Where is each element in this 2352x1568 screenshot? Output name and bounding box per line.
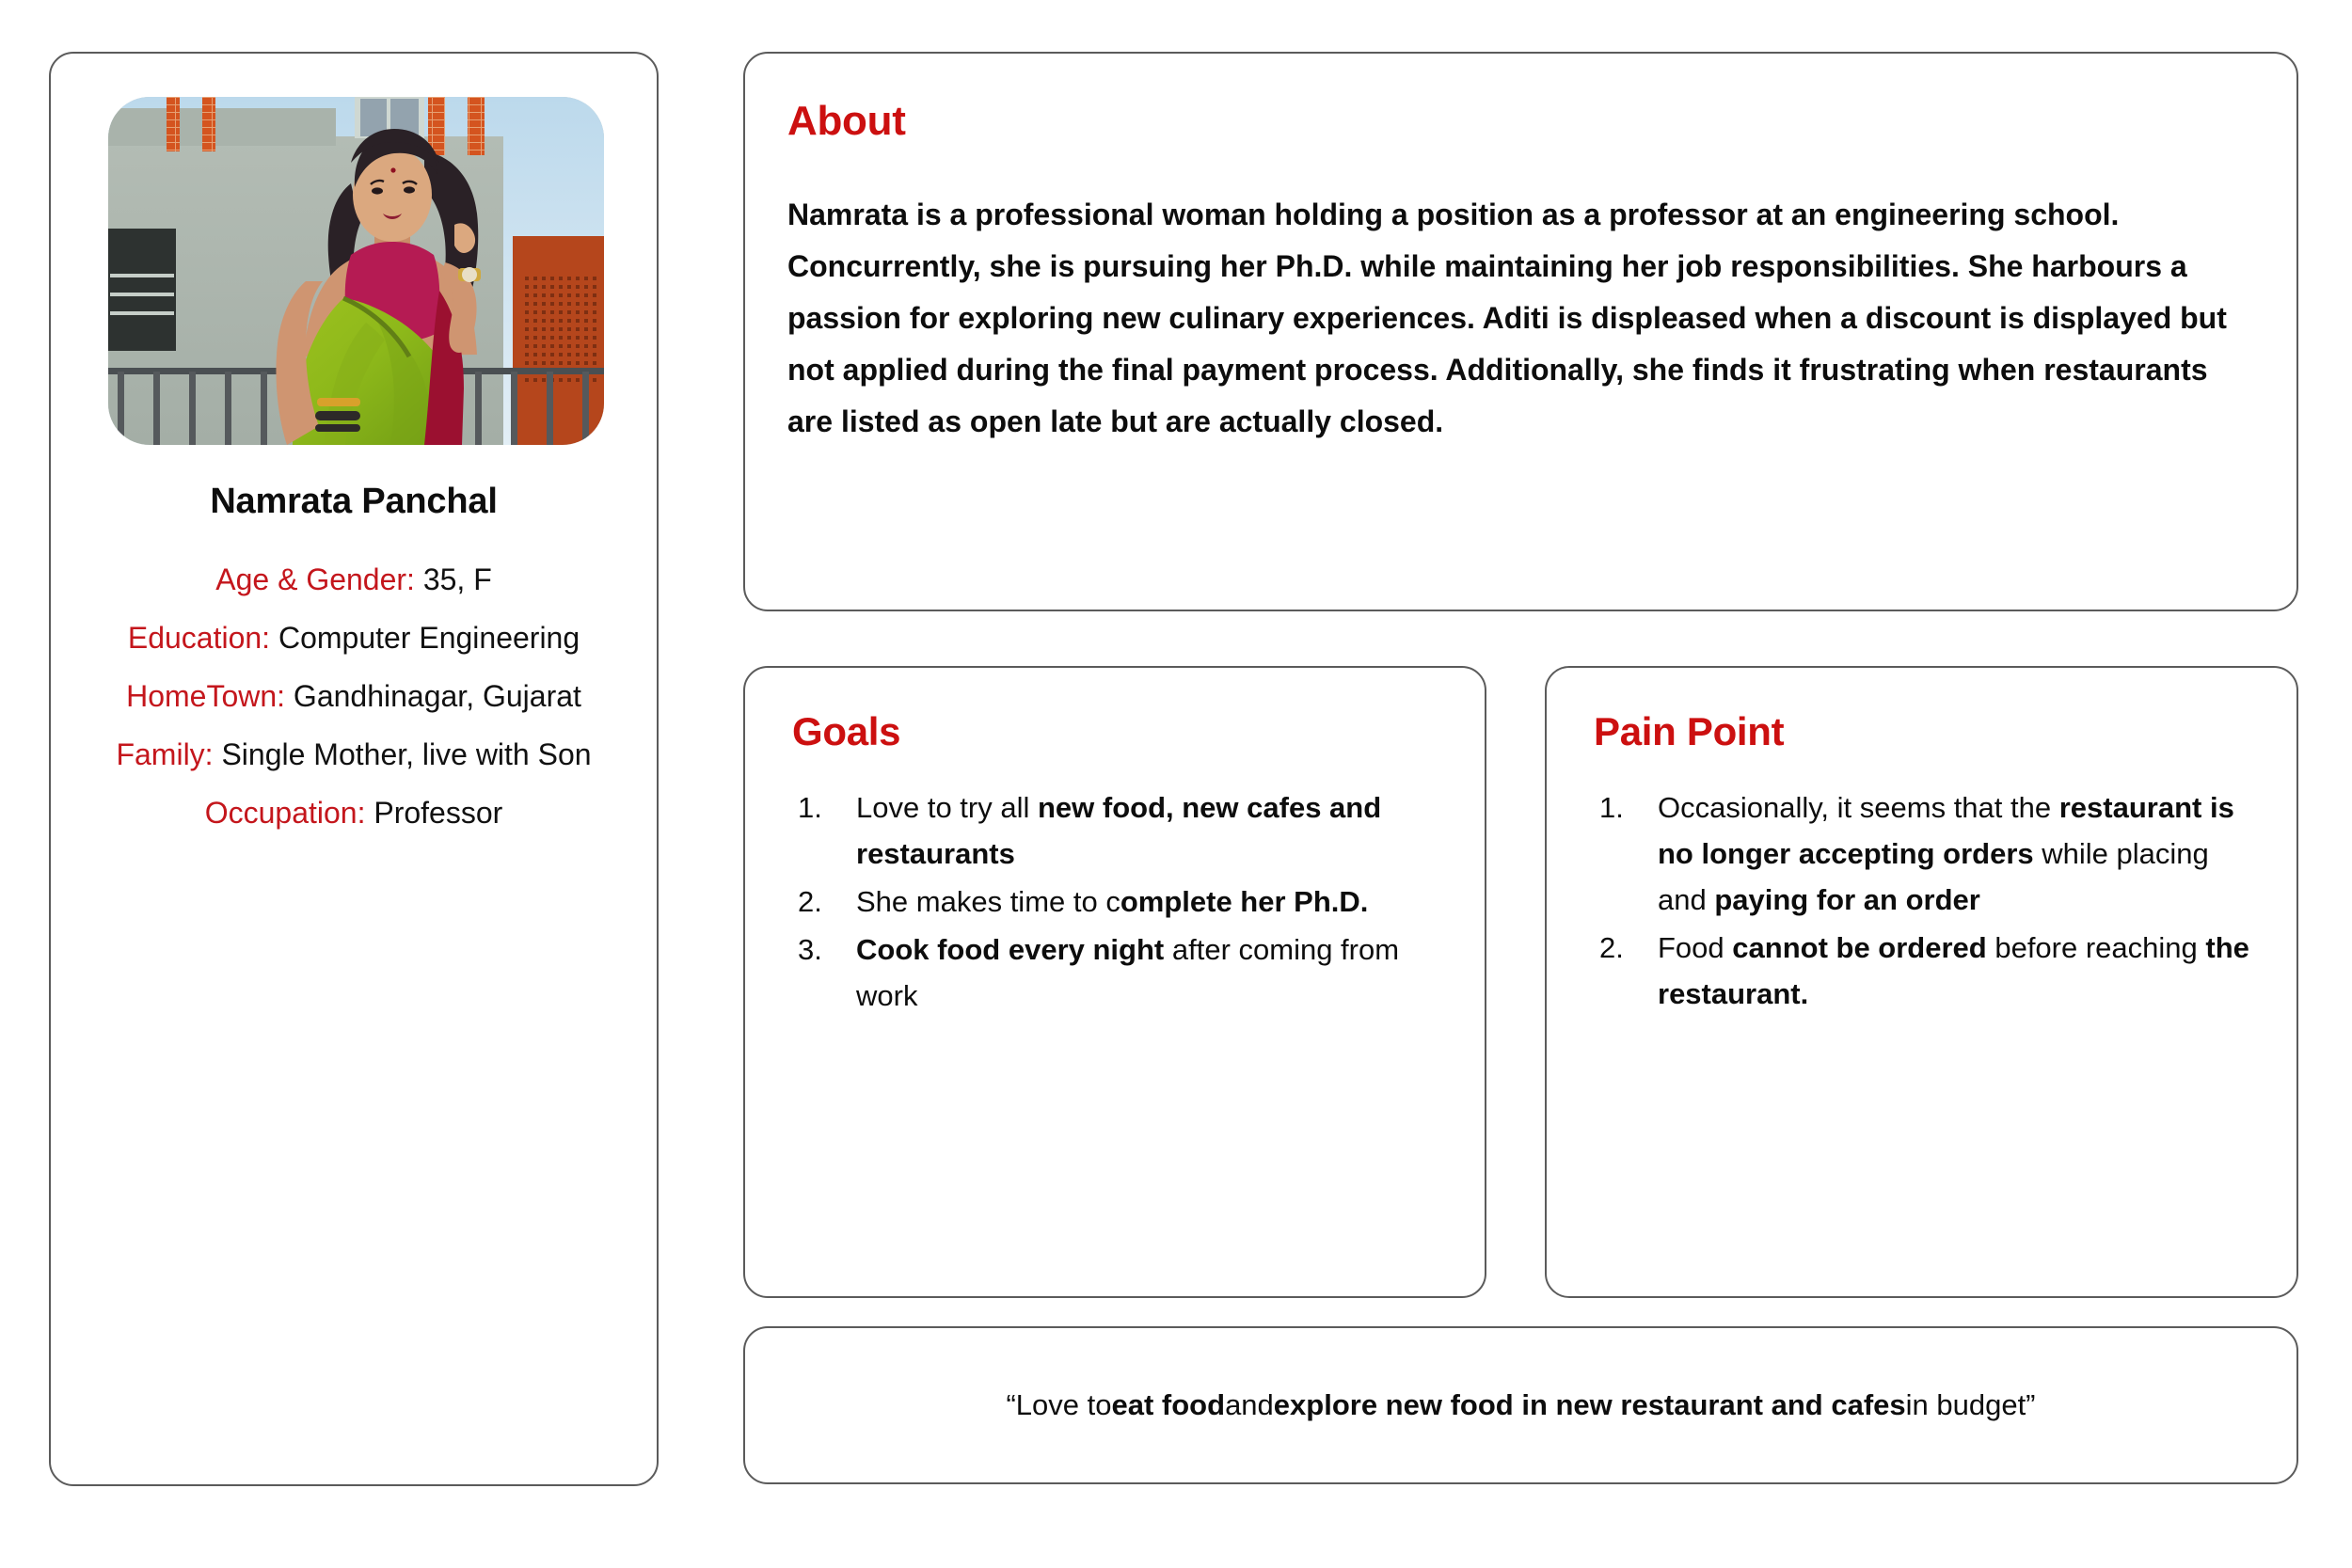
list-text: Food cannot be ordered before reaching the restaurant. — [1658, 931, 2249, 1010]
goals-title: Goals — [792, 709, 901, 753]
list-marker: 1. — [1599, 791, 1624, 824]
info-label: Occupation: — [204, 796, 366, 830]
list-text: Cook food every night after coming from work — [856, 933, 1400, 1012]
info-label: Age & Gender: — [215, 562, 415, 596]
list-item — [1599, 925, 2265, 1017]
list-item — [798, 927, 1453, 1019]
portrait-photo-illustration — [108, 97, 604, 445]
pain-point-title: Pain Point — [1594, 709, 1785, 753]
quote-card — [743, 1326, 2298, 1484]
profile-info-list — [51, 550, 657, 842]
list-text: Occasionally, it seems that the restaurant is no longer accepting orders while placing and paying for an order — [1658, 791, 2234, 916]
info-row-education — [51, 609, 657, 667]
list-item — [798, 879, 1453, 925]
info-row-age-gender — [51, 550, 657, 609]
info-value: 35, F — [422, 562, 492, 596]
info-value: Gandhinagar, Gujarat — [293, 679, 581, 713]
list-marker: 2. — [798, 885, 822, 918]
profile-name: Namrata Panchal — [210, 482, 498, 521]
avatar — [108, 97, 604, 445]
goals-list — [798, 784, 1453, 1021]
info-label: HomeTown: — [126, 679, 286, 713]
info-label: Education: — [127, 621, 271, 655]
about-card — [743, 52, 2298, 611]
info-row-family — [51, 725, 657, 784]
list-marker: 3. — [798, 933, 822, 966]
goals-card — [743, 666, 1486, 1298]
profile-card — [49, 52, 659, 1486]
quote-text: “Love to eat food and explore new food in new restaurant and cafes in budget” — [1006, 1388, 2036, 1421]
list-marker: 2. — [1599, 931, 1624, 964]
list-item — [798, 784, 1453, 877]
info-value: Single Mother, live with Son — [221, 737, 592, 771]
info-value: Computer Engineering — [278, 621, 580, 655]
pain-point-list — [1599, 784, 2265, 1019]
list-item — [1599, 784, 2265, 923]
pain-point-card — [1545, 666, 2298, 1298]
list-text: Love to try all new food, new cafes and restaurants — [856, 791, 1382, 870]
info-row-hometown — [51, 667, 657, 725]
about-body: Namrata is a professional woman holding a position as a professor at an engineering school. Concurrently, she is pursuing her Ph.D. while maintaining her job responsibilities. She harbours a passion for exploring new culinary experiences. Aditi is displeased when a discount is displayed but not applied during the final payment process. Additionally, she finds it frustrating when restaurants are listed as open late but are actually closed. — [787, 198, 2227, 438]
list-text: She makes time to complete her Ph.D. — [856, 885, 1369, 918]
info-value: Professor — [373, 796, 503, 830]
list-marker: 1. — [798, 791, 822, 824]
info-label: Family: — [116, 737, 214, 771]
info-row-occupation — [51, 784, 657, 842]
about-title: About — [787, 98, 906, 144]
